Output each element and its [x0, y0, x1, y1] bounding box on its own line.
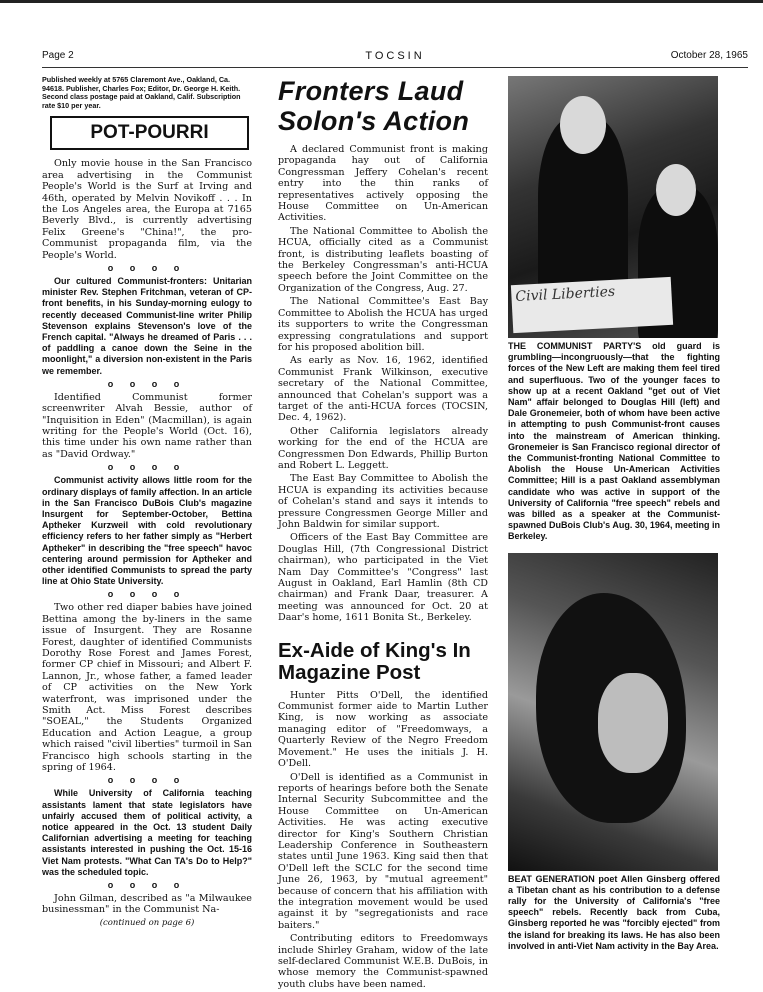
separator-dots: o o o o: [107, 263, 187, 274]
photo-caption: THE COMMUNIST PARTY'S old guard is grumbling—incongruously—that the fighting forces of the New Left are making them feel tired and superfluous. Two of the younger faces to show up at a recent Oakland "get out of Viet Nam" affair belonged to Douglas Hill (left) and Dale Gronemeier, both of whom have been active in attempting to push Communist-front causes into the mainstream of American thinking. Gronemeier is San Francisco regional director of the Communist-fronting National Committee to Abolish the House Un-American Activities Committee; Hill is a past Oakland assemblyman candidate who was active in support of the University of California "free speech" rebels and was billed as a speaker at the Communist-spawned DuBois Club's Aug. 30, 1964, meeting in Berkeley.: [508, 341, 720, 542]
separator-dots: o o o o: [107, 880, 187, 891]
face-left: [560, 96, 606, 154]
face-shape: [598, 673, 668, 773]
photo-caption: BEAT GENERATION poet Allen Ginsberg offered a Tibetan chant as his contribution to a defense rally for the University of California's "free speech" rebels. Recently back from Cuba, Ginsberg reported he was "forcibly ejected" from the island for breaking its laws. He has also been involved in anti-Viet Nam activity in the Bay Area.: [508, 873, 720, 951]
column-articles: [278, 76, 488, 992]
article-paragraph: The National Committee's East Bay Committee to Abolish the HCUA has urged its supporters to write the Congressman expressing congratulations and support for his proposed abolition bill.: [278, 296, 488, 353]
potpourri-item: Two other red diaper babies have joined Bettina among the by-liners in the same issue of Insurgent. They are Rosanne Forest, daughter of identified Communists Dorothy Rose Forest and James Forest, former CP chief in Missouri; and Albert F. Lannon, Jr., whose father, a famed leader of CP activities on the New York waterfront, was imprisoned under the Smith Act. Miss Forest describes "SOEAL," the Students Organized Education and Action League, a group which raised "civil liberties" turmoil in San Francisco high schools starting in the spring of 1964.: [42, 602, 252, 774]
article-paragraph: Contributing editors to Freedomways include Shirley Graham, widow of the late self-declared Communist W.E.B. DuBois, in whose memory the Communist-spawned youth clubs have been named.: [278, 933, 488, 990]
potpourri-item: Identified Communist former screenwriter Alvah Bessie, author of "Inquisition in Eden" (Macmillan), is again writing for the People's World (Oct. 16), this time under his own name rather than as "David Ordway.": [42, 391, 252, 460]
ginsberg-photo: [508, 553, 718, 871]
potpourri-title: POT-POURRI: [50, 116, 249, 150]
article-headline: Ex-Aide of King's In Magazine Post: [278, 638, 471, 684]
article-paragraph: The East Bay Committee to Abolish the HCUA is expanding its activities because of Cohelan's stand and says it intends to pressure Congressmen George Miller and John Baldwin for similar support.: [278, 473, 488, 530]
continued-note: (continued on page 6): [99, 917, 195, 928]
issue-date: October 28, 1965: [670, 50, 748, 61]
potpourri-item: Only movie house in the San Francisco area advertising in the Communist People's World is the Surf at Irving and 46th, operated by Melvin Novikoff . . . In the Los Angeles area, the Europa at 7165 Beverly Blvd., is currently advertising Felix Greene's "China!", the pro-Communist propaganda film, via the People's World.: [42, 158, 252, 261]
article-paragraph: O'Dell is identified as a Communist in reports of hearings before both the Senate Internal Security Subcommittee and the House Committee on Un-American Activities. He was acting executive director for King's Southern Christian Leadership Conference in Southeastern states until June 1963. King said then that O'Dell left the SCLC for the second time June 26, 1963, by "mutual agreement" because of concern that his affiliation with the integration movement would be used against it by "segregationists and race baiters.": [278, 771, 488, 931]
column-potpourri: [42, 76, 252, 928]
potpourri-item: Communist activity allows little room for the ordinary displays of family affection. In an article in the San Francisco DuBois Club's magazine Insurgent for September-October, Bettina Aptheker Kurzweil with cold revolutionary efficiency refers to her father simply as "Herbert Aptheker" in describing the "free speech" havoc centering around permission for Aptheker and other identified Communists to spread the party line at Ohio State University.: [42, 475, 252, 587]
page-number: Page 2: [42, 50, 74, 61]
article-paragraph: Officers of the East Bay Committee are Douglas Hill, (7th Congressional District chairman), who participated in the Viet Nam Day Committee's "Congress" last August in Oakland, Earl Hamlin (8th CD chairman) and Frank Daar, treasurer. A meeting was announced for Oct. 20 at Daar's home, 1611 Bonita St., Berkeley.: [278, 532, 488, 624]
separator-dots: o o o o: [107, 775, 187, 786]
article-paragraph: A declared Communist front is making propaganda hay out of California Congressman Jeffery Cohelan's recent entry into the thin ranks of representatives actively opposing the House Committee on Un-American Activities.: [278, 144, 488, 224]
article-paragraph: As early as Nov. 16, 1962, identified Communist Frank Wilkinson, executive secretary of the National Committee, announced that Cohelan's support was a target of the anti-HCUA forces (TOCSIN, Dec. 4, 1962).: [278, 355, 488, 424]
header-rule: [42, 67, 748, 68]
page-header: [42, 50, 748, 64]
separator-dots: o o o o: [107, 378, 187, 389]
separator-dots: o o o o: [107, 462, 187, 473]
separator-dots: o o o o: [107, 589, 187, 600]
column-photos: [508, 76, 720, 952]
potpourri-item: Our cultured Communist-fronters: Unitarian minister Rev. Stephen Fritchman, veteran of CP-front benefits, in his Sunday-morning eulogy to recently deceased Communist-line writer Philip Stevenson explains Stevenson's love of the French capital. "Always he dreamed of Paris . . . of paddling a canoe down the Seine in the moonlight," a diversion non-existent in the Paris we remember.: [42, 276, 252, 376]
publication-info: Published weekly at 5765 Claremont Ave., Oakland, Ca. 94618. Publisher, Charles Fox; Editor, Dr. George H. Keith. Second class postage paid at Oakland, Calif. Subscription rate $10 per year.: [42, 75, 241, 110]
top-border: [0, 0, 763, 3]
potpourri-item: While University of California teaching assistants lament that state legislators have unfairly accused them of political activity, a notice appeared in the Oct. 13 student Daily Californian advertising a meeting for teaching assistants interested in pushing the Oct. 15-16 Viet Nam protests. "What Can TA's Do to Help?" was the scheduled topic.: [42, 788, 252, 877]
potpourri-item: John Gilman, described as "a Milwaukee businessman" in the Communist Na-: [42, 893, 252, 916]
masthead: TOCSIN: [365, 50, 425, 62]
article-paragraph: Hunter Pitts O'Dell, the identified Communist former aide to Martin Luther King, is now working as associate managing editor of "Freedomways, a Quarterly Review of the Negro Freedom Movement." He uses the initials J. H. O'Dell.: [278, 689, 488, 770]
article-paragraph: Other California legislators already working for the end of the HCUA are Congressmen Don Edwards, Phillip Burton and Robert L. Leggett.: [278, 425, 488, 471]
article-paragraph: The National Committee to Abolish the HCUA, officially cited as a Communist front, is distributing leaflets boasting of the Berkeley Congressman's anti-HCUA speech before the Joint Committee on the Organization of the Congress, Aug. 27.: [278, 225, 488, 294]
protest-sign: Civil Liberties: [511, 277, 673, 333]
article-headline: Fronters Laud Solon's Action: [278, 76, 470, 136]
face-right: [656, 164, 696, 216]
protest-photo: [508, 76, 718, 338]
